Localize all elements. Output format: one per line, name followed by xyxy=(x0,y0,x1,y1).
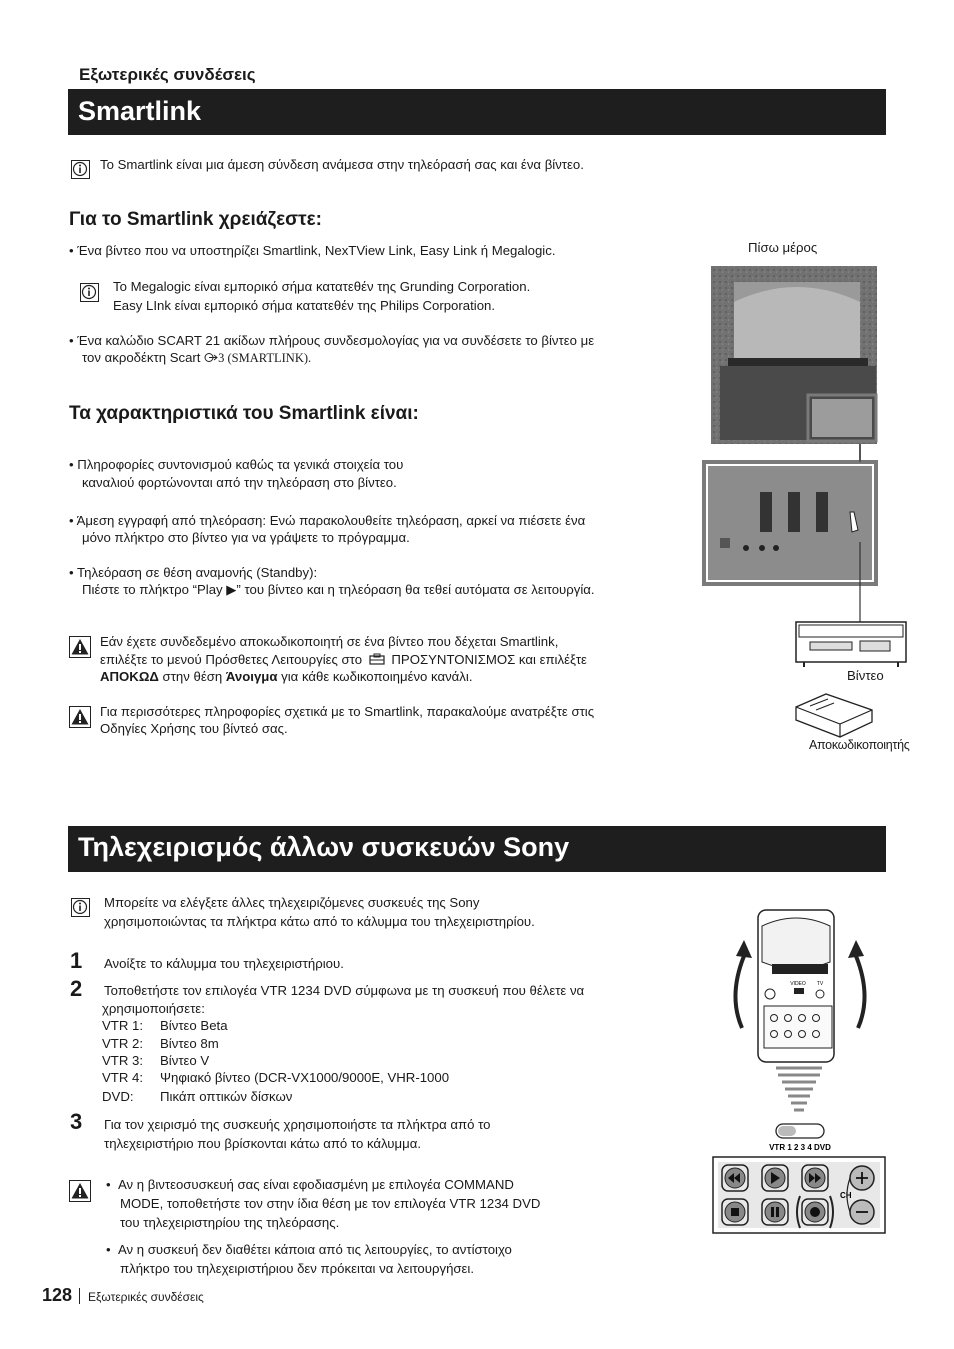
warning-icon xyxy=(69,706,91,733)
vcr-label: Βίντεο xyxy=(847,668,884,683)
warning-1-line-3: ΑΠΟΚΩΔ στην θέση Άνοιγμα για κάθε κωδικοποιημένο κανάλι. xyxy=(100,669,473,684)
feature-item-1-cont: καναλιού φορτώνονται από την τηλεόραση στο βίντεο. xyxy=(82,475,397,490)
back-panel-label: Πίσω μέρος xyxy=(748,240,818,255)
page-title: Smartlink xyxy=(78,96,202,126)
step-1-text: Ανοίξτε το κάλυμμα του τηλεχειριστήριου. xyxy=(104,956,344,971)
feature-item-1: • Πληροφορίες συντονισμού καθώς τα γενικά στοιχεία του xyxy=(69,457,404,472)
mode-row: VTR 2: Βίντεο 8m xyxy=(102,1036,219,1051)
warning-3-bullet-1: • Αν η βιντεοσυσκευή σας είναι εφοδιασμένη με επιλογέα COMMAND xyxy=(106,1177,514,1192)
feature-item-2: • Άμεση εγγραφή από τηλεόραση: Ενώ παρακολουθείτε τηλεόραση, αρκεί να πιέσετε ένα xyxy=(69,513,586,528)
footer-divider xyxy=(79,1288,80,1304)
needs-heading: Για το Smartlink χρειάζεστε: xyxy=(69,209,323,230)
step-3-line-2: τηλεχειριστήριο που βρίσκονται κάτω από το κάλυμμα. xyxy=(104,1136,421,1151)
need-item-2: • Ένα καλώδιο SCART 21 ακίδων πλήρους συνδεσμολογίας για να συνδέσετε το βίντεο με xyxy=(69,333,595,348)
tv-back-illustration xyxy=(700,262,940,762)
step-3-line-1: Για τον χειρισμό της συσκευής χρησιμοποιήστε τα πλήκτρα από το xyxy=(104,1117,491,1132)
footer-section: Εξωτερικές συνδέσεις xyxy=(88,1290,204,1304)
warning-2-line-2: Οδηγίες Χρήσης του βίντεό σας. xyxy=(100,721,288,736)
step-3-number: 3 xyxy=(70,1109,83,1134)
section-header: Εξωτερικές συνδέσεις xyxy=(79,65,256,84)
mode-row: VTR 1: Βίντεο Beta xyxy=(102,1018,228,1033)
page-number: 128 xyxy=(42,1285,73,1305)
feature-item-3: • Τηλεόραση σε θέση αναμονής (Standby): xyxy=(69,565,318,580)
remote-intro-line-2: χρησιμοποιώντας τα πλήκτρα κάτω από το κάλυμμα του τηλεχειριστηρίου. xyxy=(104,914,535,929)
info-icon xyxy=(71,160,90,179)
warning-icon xyxy=(69,1180,91,1207)
warning-3-bullet-2-cont: πλήκτρο του τηλεχειριστήριου δεν πρόκειται να λειτουργήσει. xyxy=(120,1261,475,1276)
warning-2-line-1: Για περισσότερες πληροφορίες σχετικά με το Smartlink, παρακαλούμε ανατρέξτε στις xyxy=(100,704,595,719)
step-1-number: 1 xyxy=(70,948,83,973)
warning-1-line-1: Εάν έχετε συνδεδεμένο αποκωδικοποιητή σε ένα βίντεο που δέχεται Smartlink, xyxy=(100,634,559,649)
warning-3-bullet-1-cont: του τηλεχειριστηρίου της τηλεόρασης. xyxy=(120,1215,340,1230)
step-2-line-1: Τοποθετήστε τον επιλογέα VTR 1234 DVD σύμφωνα με τη συσκευή που θέλετε να xyxy=(104,983,585,998)
decoder-label: Αποκωδικοποιητής xyxy=(809,738,910,752)
feature-item-3-cont: Πιέστε το πλήκτρο “Play ▶” του βίντεο και η τηλεόραση θα τεθεί αυτόματα σε λειτουργία. xyxy=(82,582,595,597)
scart-input-icon xyxy=(204,352,218,363)
warning-icon xyxy=(69,636,91,663)
remote-control-illustration xyxy=(712,906,888,1236)
trademark-note-2: Easy LInk είναι εμπορικό σήμα κατατεθέν της Philips Corporation. xyxy=(113,298,496,313)
svg-text:VTR 1 2 3 4 DVD: VTR 1 2 3 4 DVD xyxy=(769,1143,831,1152)
smartlink-title-bar xyxy=(68,89,886,135)
info-icon xyxy=(71,898,90,917)
step-2-line-2: χρησιμοποιήσετε: xyxy=(102,1001,205,1016)
need-item-1: • Ένα βίντεο που να υποστηρίζει Smartlink, NexTView Link, Easy Link ή Megalogic. xyxy=(69,243,556,258)
remote-intro-line-1: Μπορείτε να ελέγξετε άλλες τηλεχειριζόμενες συσκευές της Sony xyxy=(104,895,480,910)
section-title: Τηλεχειρισμός άλλων συσκευών Sony xyxy=(78,832,570,862)
remote-title-bar xyxy=(68,826,886,872)
mode-row: DVD: Πικάπ οπτικών δίσκων xyxy=(102,1089,293,1104)
warning-1-line-2: επιλέξτε το μενού Πρόσθετες Λειτουργίες στο ΠΡΟΣΥΝΤΟΝΙΣΜΟΣ και επιλέξτε xyxy=(100,652,587,667)
svg-text:CH: CH xyxy=(840,1191,852,1200)
info-icon xyxy=(80,283,99,302)
mode-row: VTR 3: Βίντεο V xyxy=(102,1053,210,1068)
warning-3-bullet-1-cont: MODE, τοποθετήστε τον στην ίδια θέση με τον επιλογέα VTR 1234 DVD xyxy=(120,1196,541,1211)
mode-row: VTR 4: Ψηφιακό βίντεο (DCR-VX1000/9000E, VHR-1000 xyxy=(102,1070,450,1085)
svg-text:TV: TV xyxy=(816,981,824,987)
warning-3-bullet-2: • Αν η συσκευή δεν διαθέτει κάποια από τις λειτουργίες, το αντίστοιχο xyxy=(106,1242,512,1257)
trademark-note-1: Το Megalogic είναι εμπορικό σήμα κατατεθέν της Grunding Corporation. xyxy=(113,279,531,294)
feature-item-2-cont: μόνο πλήκτρο στο βίντεο για να γράψετε το πρόγραμμα. xyxy=(82,530,410,545)
setup-menu-icon xyxy=(369,653,385,665)
step-2-number: 2 xyxy=(70,976,83,1001)
smartlink-intro: Το Smartlink είναι μια άμεση σύνδεση ανάμεσα στην τηλεόρασή σας και ένα βίντεο. xyxy=(100,157,584,172)
svg-text:VIDEO: VIDEO xyxy=(790,981,806,987)
features-heading: Τα χαρακτηριστικά του Smartlink είναι: xyxy=(69,403,419,424)
need-item-2-cont: τον ακροδέκτη Scart 3 (SMARTLINK). xyxy=(82,350,312,365)
